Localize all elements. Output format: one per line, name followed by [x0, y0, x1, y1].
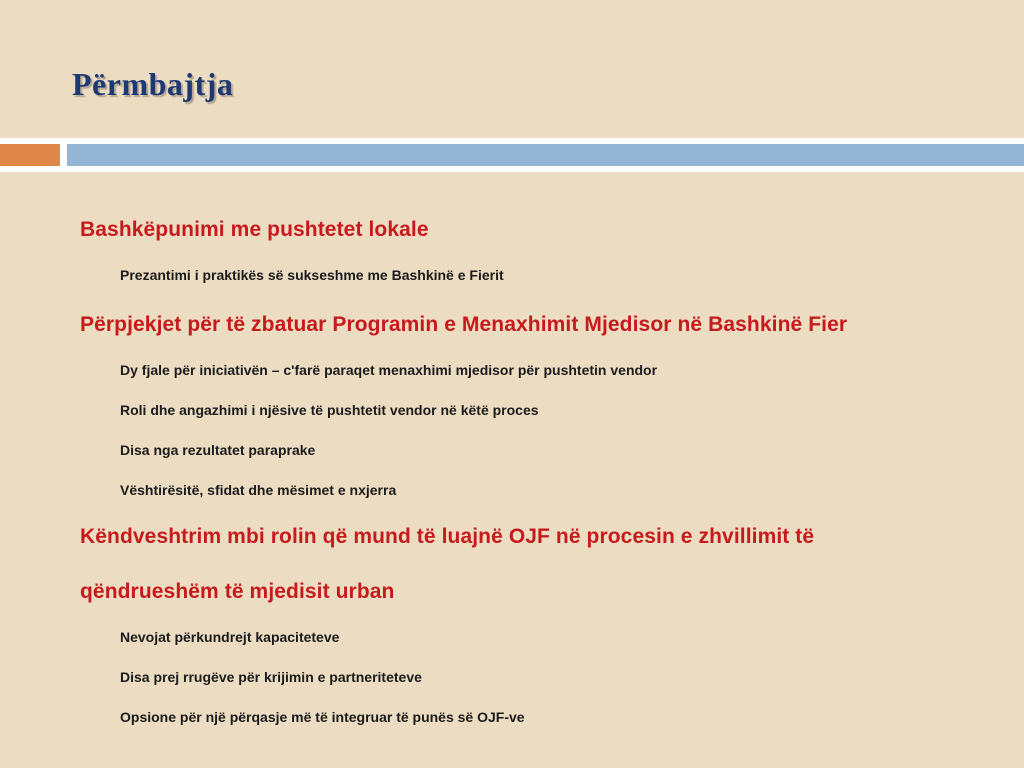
section-subitem: Opsione për një përqasje më të integruar të punës së OJF-ve	[120, 709, 525, 725]
section-heading-continued: qëndrueshëm të mjedisit urban	[80, 580, 395, 603]
section-subitem: Roli dhe angazhimi i njësive të pushtetit vendor në këtë proces	[120, 402, 539, 418]
section-heading: Këndveshtrim mbi rolin që mund të luajnë OJF në procesin e zhvillimit të	[80, 525, 815, 548]
section-subitem: Disa nga rezultatet paraprake	[120, 442, 316, 458]
section-heading: Bashkëpunimi me pushtetet lokale	[80, 218, 429, 241]
section-heading: Përpjekjet për të zbatuar Programin e Menaxhimit Mjedisor në Bashkinë Fier	[80, 313, 848, 336]
section-subitem: Disa prej rrugëve për krijimin e partneriteteve	[120, 669, 422, 685]
slide-title: Përmbajtja	[72, 66, 234, 102]
section-subitem: Vështirësitë, sfidat dhe mësimet e nxjerra	[120, 482, 397, 498]
section-subitem: Prezantimi i praktikës së sukseshme me Bashkinë e Fierit	[120, 267, 504, 283]
section-subitem: Dy fjale për iniciativën – c'farë paraqet menaxhimi mjedisor për pushtetin vendor	[120, 362, 658, 378]
section-subitem: Nevojat përkundrejt kapaciteteve	[120, 629, 340, 645]
